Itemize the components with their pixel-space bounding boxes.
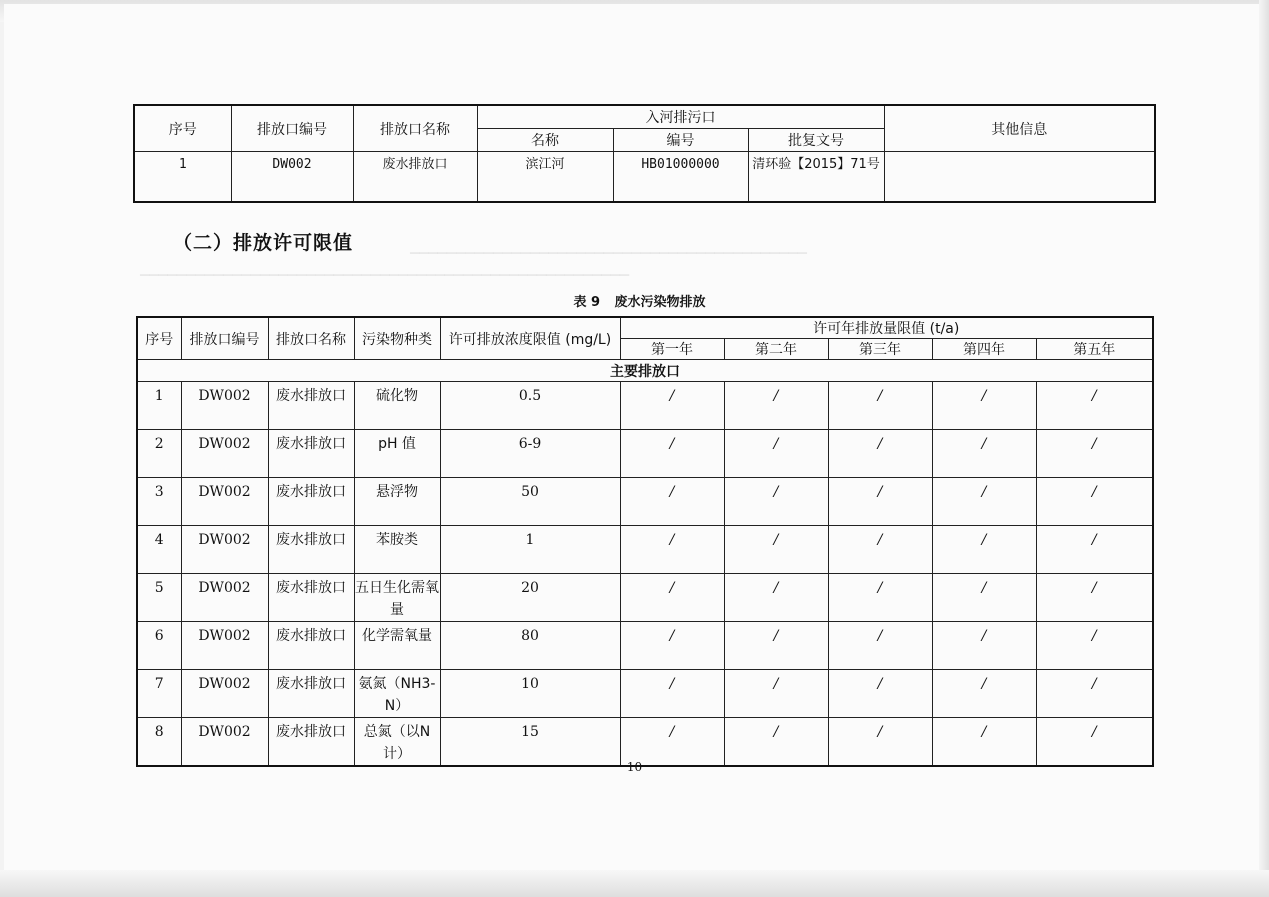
cell-year-1: / [620, 382, 724, 430]
table-row [137, 718, 1153, 767]
cell-seq: 3 [137, 478, 181, 526]
header-river-inlet: 入河排污口 [477, 105, 884, 129]
cell-year-1: / [620, 478, 724, 526]
river-outlet-table [133, 104, 1156, 203]
cell-pollutant: 五日生化需氧量 [354, 574, 440, 622]
scan-bottom-edge [0, 870, 1269, 897]
cell-conc-limit: 20 [440, 574, 620, 622]
table-row [137, 574, 1153, 622]
cell-conc-limit: 0.5 [440, 382, 620, 430]
cell-year-2: / [724, 574, 828, 622]
section-title: （二）排放许可限值 [173, 232, 354, 254]
header-seq: 序号 [137, 317, 181, 360]
header-pollutant: 污染物种类 [354, 317, 440, 360]
header-year-5: 第五年 [1036, 339, 1153, 360]
cell-year-2: / [724, 526, 828, 574]
cell-outlet-name: 废水排放口 [268, 430, 354, 478]
cell-year-3: / [828, 382, 932, 430]
header-year-1: 第一年 [620, 339, 724, 360]
cell-outlet-name: 废水排放口 [268, 718, 354, 767]
table-row [137, 478, 1153, 526]
header-approval-no: 批复文号 [748, 129, 884, 152]
cell-year-3: / [828, 718, 932, 767]
cell-seq: 1 [134, 152, 231, 203]
table-caption-number: 表 9 [573, 295, 601, 310]
cell-year-4: / [932, 478, 1036, 526]
header-inlet-code: 编号 [613, 129, 748, 152]
cell-year-4: / [932, 382, 1036, 430]
header-outlet-name: 排放口名称 [268, 317, 354, 360]
section-main-outlets: 主要排放口 [137, 360, 1153, 382]
pollutant-limits-table [136, 316, 1154, 767]
header-other-info: 其他信息 [884, 105, 1155, 152]
cell-outlet-name: 废水排放口 [268, 670, 354, 718]
cell-year-5: / [1036, 478, 1153, 526]
cell-conc-limit: 6-9 [440, 430, 620, 478]
cell-seq: 7 [137, 670, 181, 718]
page-number: 10 [626, 760, 643, 774]
table-row [137, 670, 1153, 718]
cell-pollutant: 悬浮物 [354, 478, 440, 526]
cell-conc-limit: 50 [440, 478, 620, 526]
table-row [134, 152, 1155, 203]
cell-year-2: / [724, 430, 828, 478]
cell-year-5: / [1036, 718, 1153, 767]
cell-year-3: / [828, 526, 932, 574]
cell-conc-limit: 80 [440, 622, 620, 670]
cell-approval-no: 清环验【2015】71号 [748, 152, 884, 203]
bleed-through-text: ▁▁▁▁▁▁▁▁▁▁▁▁▁▁▁▁▁▁▁▁▁▁▁▁▁▁▁▁▁▁▁▁▁▁▁▁▁▁▁▁▁▁▁▁▁▁▁▁▁▁▁▁▁ [140, 262, 630, 276]
cell-outlet-code: DW002 [181, 622, 268, 670]
cell-year-1: / [620, 622, 724, 670]
cell-year-1: / [620, 430, 724, 478]
cell-year-3: / [828, 430, 932, 478]
cell-other-info [884, 152, 1155, 203]
table-row [137, 430, 1153, 478]
cell-inlet-name: 滨江河 [477, 152, 613, 203]
cell-year-2: / [724, 478, 828, 526]
cell-seq: 8 [137, 718, 181, 767]
cell-outlet-code: DW002 [181, 574, 268, 622]
header-outlet-name: 排放口名称 [353, 105, 477, 152]
cell-outlet-name: 废水排放口 [268, 526, 354, 574]
header-seq: 序号 [134, 105, 231, 152]
cell-pollutant: pH 值 [354, 430, 440, 478]
cell-outlet-name: 废水排放口 [268, 622, 354, 670]
cell-year-5: / [1036, 382, 1153, 430]
header-year-4: 第四年 [932, 339, 1036, 360]
cell-conc-limit: 10 [440, 670, 620, 718]
cell-pollutant: 化学需氧量 [354, 622, 440, 670]
cell-outlet-code: DW002 [181, 382, 268, 430]
header-outlet-code: 排放口编号 [181, 317, 268, 360]
cell-year-1: / [620, 526, 724, 574]
header-inlet-name: 名称 [477, 129, 613, 152]
cell-outlet-name: 废水排放口 [353, 152, 477, 203]
cell-year-4: / [932, 622, 1036, 670]
header-annual-limit: 许可年排放量限值 (t/a) [620, 317, 1153, 339]
cell-year-5: / [1036, 670, 1153, 718]
cell-outlet-code: DW002 [181, 478, 268, 526]
header-year-3: 第三年 [828, 339, 932, 360]
cell-year-4: / [932, 526, 1036, 574]
cell-conc-limit: 1 [440, 526, 620, 574]
table-row [137, 622, 1153, 670]
cell-year-5: / [1036, 430, 1153, 478]
table-row [137, 526, 1153, 574]
header-conc-limit: 许可排放浓度限值 (mg/L) [440, 317, 620, 360]
cell-inlet-code: HB01000000 [613, 152, 748, 203]
table-caption [0, 291, 1269, 310]
cell-outlet-code: DW002 [181, 670, 268, 718]
cell-year-2: / [724, 382, 828, 430]
cell-year-2: / [724, 670, 828, 718]
cell-year-1: / [620, 718, 724, 767]
cell-outlet-code: DW002 [181, 526, 268, 574]
cell-seq: 2 [137, 430, 181, 478]
cell-outlet-name: 废水排放口 [268, 478, 354, 526]
cell-seq: 6 [137, 622, 181, 670]
cell-pollutant: 总氮（以N计） [354, 718, 440, 767]
cell-year-1: / [620, 670, 724, 718]
cell-seq: 4 [137, 526, 181, 574]
cell-seq: 1 [137, 382, 181, 430]
cell-seq: 5 [137, 574, 181, 622]
cell-year-5: / [1036, 574, 1153, 622]
cell-outlet-code: DW002 [181, 430, 268, 478]
cell-pollutant: 硫化物 [354, 382, 440, 430]
table-caption-title: 废水污染物排放 [614, 295, 706, 310]
cell-year-4: / [932, 574, 1036, 622]
cell-year-4: / [932, 670, 1036, 718]
cell-year-4: / [932, 718, 1036, 767]
cell-year-3: / [828, 574, 932, 622]
cell-year-2: / [724, 622, 828, 670]
cell-year-5: / [1036, 622, 1153, 670]
cell-year-2: / [724, 718, 828, 767]
cell-outlet-name: 废水排放口 [268, 574, 354, 622]
cell-year-3: / [828, 478, 932, 526]
cell-pollutant: 苯胺类 [354, 526, 440, 574]
cell-outlet-name: 废水排放口 [268, 382, 354, 430]
cell-year-1: / [620, 574, 724, 622]
cell-year-3: / [828, 670, 932, 718]
cell-year-4: / [932, 430, 1036, 478]
cell-outlet-code: DW002 [181, 718, 268, 767]
cell-outlet-code: DW002 [231, 152, 353, 203]
header-year-2: 第二年 [724, 339, 828, 360]
header-outlet-code: 排放口编号 [231, 105, 353, 152]
cell-pollutant: 氨氮（NH3-N） [354, 670, 440, 718]
cell-year-3: / [828, 622, 932, 670]
table-row [137, 382, 1153, 430]
cell-year-5: / [1036, 526, 1153, 574]
cell-conc-limit: 15 [440, 718, 620, 767]
bleed-through-text: ▁▁▁▁▁▁▁▁▁▁▁▁▁▁▁▁▁▁▁▁▁▁▁▁▁▁▁▁▁▁▁▁▁▁▁▁▁▁▁▁▁▁▁ [410, 240, 807, 254]
